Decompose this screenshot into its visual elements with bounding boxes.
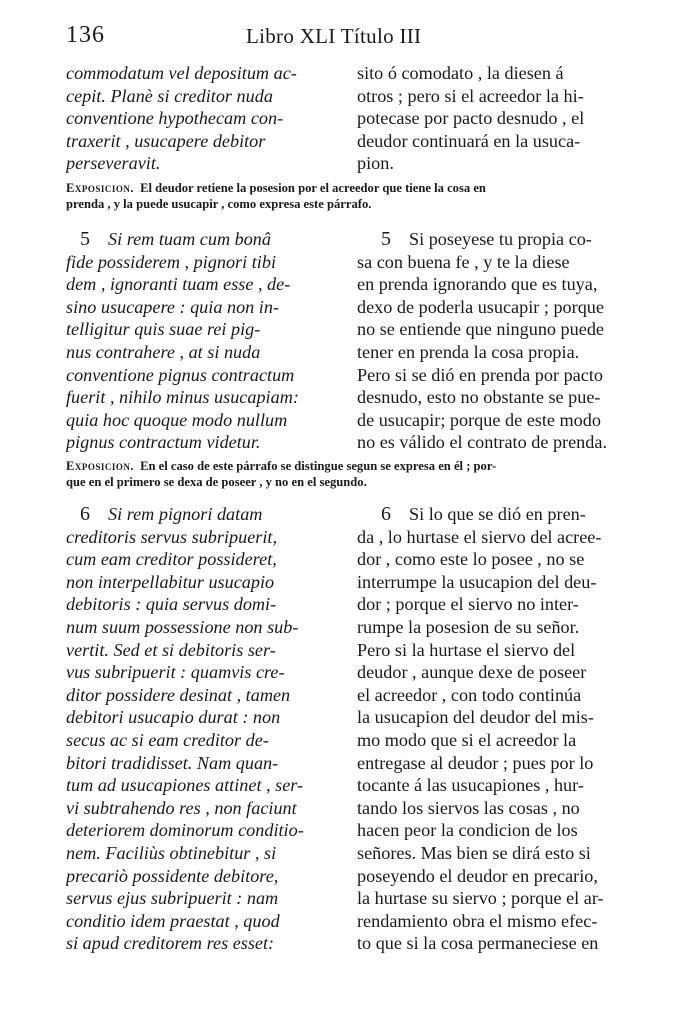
spanish-line: da , lo hurtase el siervo del acree- (357, 526, 602, 547)
spanish-line: entregase al deudor ; pues por lo (357, 752, 594, 773)
spanish-line: la hurtase su siervo ; porque el ar- (357, 888, 604, 909)
latin-line: non interpellabitur usucapio (66, 571, 275, 592)
latin-text: Si rem tuam cum bonâ (108, 229, 271, 249)
latin-line (66, 228, 339, 251)
spanish-line: deudor continuará en la usuca- (357, 130, 581, 151)
spanish-line: tando los siervos las cosas , no (357, 797, 580, 818)
exposicion-label: Exposicion. (66, 459, 135, 473)
spanish-column-block-1 (357, 62, 625, 175)
latin-line: secus ac si eam creditor de- (66, 729, 269, 750)
paragraph-number: 5 (381, 228, 391, 250)
exposicion-label: Exposicion. (66, 181, 135, 195)
latin-line: bitori tradidisset. Nam quan- (66, 752, 279, 773)
spanish-line: Pero si la hurtase el siervo del (357, 639, 576, 660)
latin-line: nus contrahere , at si nuda (66, 341, 261, 362)
latin-line: cum eam creditor possideret, (66, 549, 277, 570)
latin-line: pignus contractum videtur. (66, 432, 261, 453)
spanish-line: rumpe la posesion de su señor. (357, 616, 580, 637)
latin-line: num suum possessione non sub- (66, 616, 299, 637)
latin-line: sino usucapere : quia non in- (66, 296, 280, 317)
spanish-line: desnudo, esto no obstante se pue- (357, 387, 601, 408)
spanish-line: poseyendo el deudor en precario, (357, 865, 598, 886)
spanish-line: dor ; porque el siervo no inter- (357, 594, 579, 615)
spanish-line: señores. Mas bien se dirá esto si (357, 842, 591, 863)
spanish-line: la usucapion del deudor del mis- (357, 707, 594, 728)
spanish-line: deudor , aunque dexe de poseer (357, 662, 587, 683)
spanish-line (357, 503, 625, 526)
spanish-line: rendamiento obra el mismo efec- (357, 910, 598, 931)
spanish-text: Si poseyese tu propia co- (409, 229, 592, 249)
latin-column-block-3 (66, 503, 339, 955)
spanish-line (357, 228, 625, 251)
latin-line: nem. Faciliùs obtinebitur , si (66, 842, 277, 863)
spanish-line: hacen peor la condicion de los (357, 820, 578, 841)
latin-text: Si rem pignori datam (108, 504, 263, 524)
latin-line: tum ad usucapiones attinet , ser- (66, 775, 304, 796)
latin-line: creditoris servus subripuerit, (66, 526, 278, 547)
spanish-line: no es válido el contrato de prenda. (357, 432, 607, 453)
latin-line: deteriorem dominorum conditio- (66, 820, 304, 841)
spanish-line: potecase por pacto desnudo , el (357, 108, 585, 129)
latin-line: debitori usucapio durat : non (66, 707, 281, 728)
exposicion-note-2 (66, 458, 626, 490)
exposicion-text: En el caso de este párrafo se distingue segun se expresa en él ; por- (140, 459, 497, 473)
latin-line: servus ejus subripuerit : nam (66, 888, 279, 909)
spanish-line: de usucapir; porque de este modo (357, 409, 601, 430)
exposicion-line (66, 458, 626, 474)
spanish-line: pion. (357, 153, 394, 174)
latin-line: cepit. Planè si creditor nuda (66, 85, 273, 106)
latin-line: commodatum vel depositum ac- (66, 63, 297, 83)
spanish-text: Si lo que se dió en pren- (409, 504, 586, 524)
latin-line: conventione pignus contractum (66, 364, 295, 385)
spanish-column-block-3 (357, 503, 625, 955)
spanish-line: dexo de poderla usucapir ; porque (357, 296, 604, 317)
exposicion-line (66, 180, 626, 196)
latin-line: telligitur quis suae rei pig- (66, 319, 261, 340)
spanish-line: tener en prenda la cosa propia. (357, 341, 580, 362)
latin-column-block-1 (66, 62, 339, 175)
spanish-line: el acreedor , con todo continúa (357, 684, 582, 705)
latin-line: vi subtrahendo res , non faciunt (66, 797, 297, 818)
latin-line (66, 503, 339, 526)
latin-line: fide possiderem , pignori tibi (66, 251, 276, 272)
latin-line: vertit. Sed et si debitoris ser- (66, 639, 276, 660)
exposicion-line: prenda , y la puede usucapir , como expresa este párrafo. (66, 197, 372, 211)
spanish-line: sa con buena fe , y te la diese (357, 251, 570, 272)
page-number: 136 (66, 22, 105, 48)
latin-line: fuerit , nihilo minus usucapiam: (66, 387, 299, 408)
exposicion-text: El deudor retiene la posesion por el acreedor que tiene la cosa en (140, 181, 486, 195)
spanish-line: Pero si se dió en prenda por pacto (357, 364, 603, 385)
latin-line: dem , ignoranti tuam esse , de- (66, 274, 291, 295)
spanish-line: sito ó comodato , la diesen á (357, 63, 564, 83)
exposicion-note-1 (66, 180, 626, 212)
spanish-line: dor , como este lo posee , no se (357, 549, 585, 570)
spanish-line: tocante á las usucapiones , hur- (357, 775, 584, 796)
latin-line: si apud creditorem res esset: (66, 933, 275, 954)
spanish-line: no se entiende que ninguno puede (357, 319, 604, 340)
spanish-column-block-2 (357, 228, 625, 454)
spanish-line: otros ; pero si el acreedor la hi- (357, 85, 584, 106)
latin-line: vus subripuerit : quamvis cre- (66, 662, 285, 683)
latin-line: ditor possidere desinat , tamen (66, 684, 291, 705)
paragraph-number: 6 (80, 503, 90, 525)
latin-line: quia hoc quoque modo nullum (66, 409, 288, 430)
latin-line: perseveravit. (66, 153, 161, 174)
spanish-line: to que si la cosa permaneciese en (357, 933, 599, 954)
latin-column-block-2 (66, 228, 339, 454)
latin-line: precariò possidente debitore, (66, 865, 279, 886)
spanish-line: mo modo que si el acreedor la (357, 729, 577, 750)
paragraph-number: 5 (80, 228, 90, 250)
latin-line: conventione hypothecam con- (66, 108, 284, 129)
latin-line: traxerit , usucapere debitor (66, 130, 266, 151)
spanish-line: en prenda ignorando que es tuya, (357, 274, 598, 295)
page-header (66, 22, 624, 52)
paragraph-number: 6 (381, 503, 391, 525)
running-title: Libro XLI Título III (246, 24, 422, 48)
exposicion-line: que en el primero se dexa de poseer , y no en el segundo. (66, 475, 367, 489)
latin-line: debitoris : quia servus domi- (66, 594, 277, 615)
latin-line: conditio idem praestat , quod (66, 910, 280, 931)
spanish-line: interrumpe la usucapion del deu- (357, 571, 597, 592)
